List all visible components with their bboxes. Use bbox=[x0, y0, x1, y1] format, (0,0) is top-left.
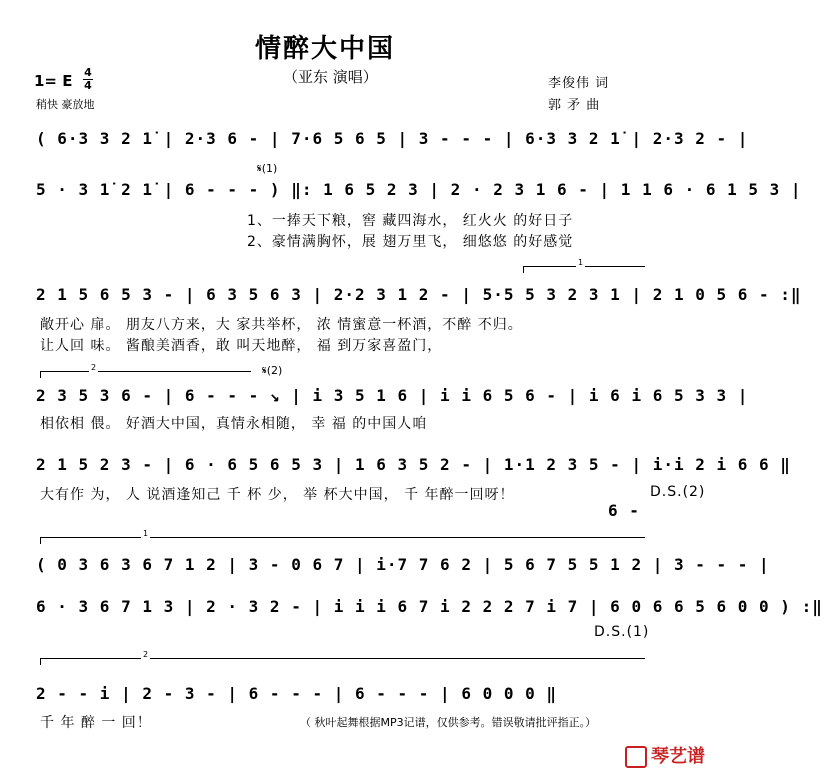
lyric-line-4: 大有作 为， 人 说酒逢知己 千 杯 少， 举 杯大中国， 千 年醉一回呀！ bbox=[40, 487, 515, 503]
song-title: 情醉大中国 bbox=[255, 34, 396, 64]
lyric-line-final: 千 年 醉 一 回！ bbox=[40, 715, 152, 731]
tempo-marking: 稍快 豪放地 bbox=[36, 98, 95, 111]
verse-2-lyric-line-2: 让人回 味。 酱酿美酒香，敢 叫天地醉， 福 到万家喜盈门， bbox=[40, 338, 443, 354]
volta-bracket-2 bbox=[40, 363, 251, 378]
staff-row-7: 6 · 3 6 7 1 3 | 2 · 3 2 - | i i i 6 7 i 2 2 2 7 i 7 | 6 0 6 6 5 6 0 0 ) :‖ bbox=[36, 597, 823, 616]
staff-row-1: ( 6·3 3 2 1̇ | 2·3 6 - | 7·6 5 6 5 | 3 - - - | 6·3 3 2 1̇ | 2·3 2 - | bbox=[36, 129, 749, 148]
ds-2-marker: D.S.(2) bbox=[650, 484, 706, 500]
alternate-ending-note: 6 - bbox=[608, 501, 640, 520]
verse-1-lyric-line-2: 敞开心 扉。 朋友八方来，大 家共举杯， 浓 情蜜意一杯酒，不醉 不归。 bbox=[40, 317, 523, 333]
volta-1-label: 1 bbox=[578, 258, 584, 267]
segno-1-marker: 𝄋(1) bbox=[257, 162, 278, 175]
staff-row-3: 2 1 5 6 5 3 - | 6 3 5 6 3 | 2·2 3 1 2 - | 5·5 5 3 2 3 1 | 2 1 0 5 6 - :‖ bbox=[36, 285, 802, 304]
verse-2-lyric-line-1: 2、豪情满胸怀，展 翅万里飞， 细悠悠 的好感觉 bbox=[247, 234, 574, 250]
key-signature: 1= E bbox=[34, 72, 73, 90]
staff-row-4: 2 3 5 3 6 - | 6 - - - ↘ | i 3 5 1 6 | i i 6 5 6 - | i 6 i 6 5 3 3 | bbox=[36, 386, 749, 405]
lyricist-credit: 李俊伟 词 bbox=[548, 76, 610, 91]
time-signature bbox=[83, 68, 93, 91]
staff-row-5: 2 1 5 2 3 - | 6 · 6 5 6 5 3 | 1 6 3 5 2 - | 1·1 2 3 5 - | i·i 2 i 6 6 ‖ bbox=[36, 455, 791, 474]
volta-3-label: 1 bbox=[143, 529, 149, 538]
volta-4-label: 2 bbox=[143, 650, 149, 659]
segno-2-marker: 𝄋(2) bbox=[262, 364, 283, 377]
transcription-note: （ 秋叶起舞根据MP3记谱，仅供参考。错误敬请批评指正。） bbox=[300, 716, 597, 729]
volta-bracket-4 bbox=[40, 650, 645, 665]
staff-row-6: ( 0 3 6 3 6 7 1 2 | 3 - 0 6 7 | i·7 7 6 2 | 5 6 7 5 5 1 2 | 3 - - - | bbox=[36, 555, 770, 574]
composer-credit: 郭 矛 曲 bbox=[548, 98, 601, 113]
staff-row-2: 5 · 3 1̇ 2 1̇ | 6 - - - ) ‖: 1 6 5 2 3 | 2 · 2 3 1 6 - | 1 1 6 · 6 1 5 3 | bbox=[36, 180, 802, 199]
ds-1-marker: D.S.(1) bbox=[594, 624, 650, 640]
performer: （亚东 演唱） bbox=[283, 68, 378, 86]
brand-logo-text: 琴艺谱 bbox=[651, 746, 705, 767]
volta-bracket-3 bbox=[40, 529, 645, 544]
meter-top: 4 bbox=[84, 66, 92, 79]
lyric-line-3: 相依相 偎。 好酒大中国，真情永相随， 幸 福 的中国人咱 bbox=[40, 416, 428, 432]
brand-logo-icon bbox=[625, 746, 647, 768]
meter-bottom: 4 bbox=[84, 79, 92, 92]
volta-bracket-1 bbox=[523, 258, 645, 273]
volta-2-label: 2 bbox=[91, 363, 97, 372]
staff-row-8: 2 - - i | 2 - 3 - | 6 - - - | 6 - - - | 6 0 0 0 ‖ bbox=[36, 684, 558, 703]
verse-1-lyric-line-1: 1、一捧天下粮，窖 藏四海水， 红火火 的好日子 bbox=[247, 213, 574, 229]
brand-logo bbox=[625, 742, 705, 768]
